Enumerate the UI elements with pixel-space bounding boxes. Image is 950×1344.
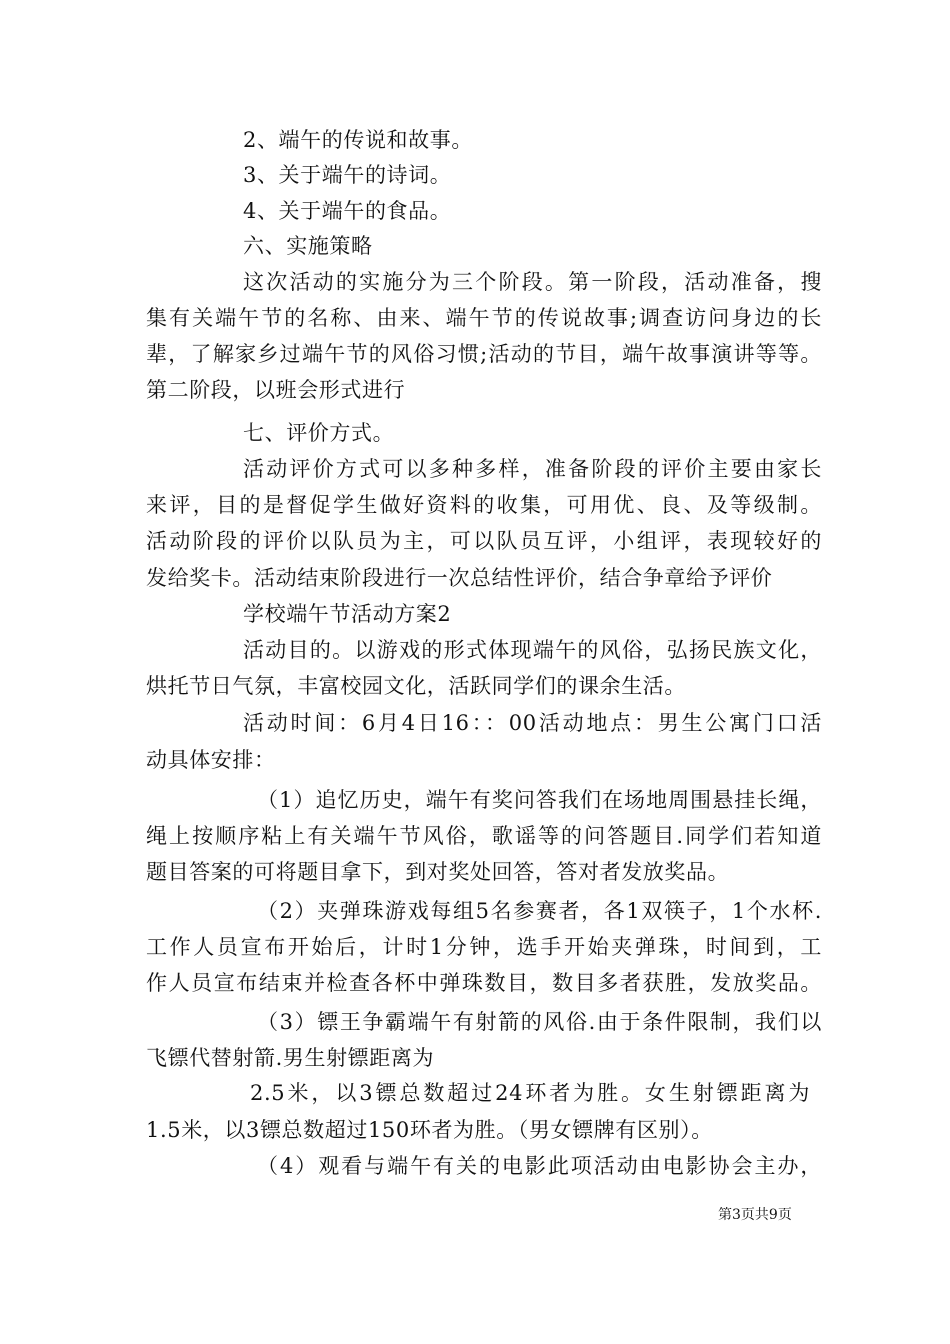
section-title: 学校端午节活动方案2 bbox=[243, 602, 452, 626]
paragraph-line: 来评，目的是督促学生做好资料的收集，可用优、良、及等级制。 bbox=[146, 493, 822, 517]
paragraph-line: 作人员宣布结束并检查各杯中弹珠数目，数目多者获胜，发放奖品。 bbox=[146, 971, 822, 995]
paragraph-line: 活动评价方式可以多种多样，准备阶段的评价主要由家长 bbox=[243, 457, 822, 481]
paragraph-line: 活动阶段的评价以队员为主，可以队员互评，小组评，表现较好的 bbox=[146, 529, 822, 553]
paragraph-line: 飞镖代替射箭.男生射镖距离为 bbox=[146, 1046, 435, 1070]
paragraph-line: （2）夹弹珠游戏每组5名参赛者，各1双筷子，1个水杯. bbox=[257, 899, 822, 923]
paragraph-line: 活动目的。以游戏的形式体现端午的风俗，弘扬民族文化， bbox=[243, 638, 822, 662]
paragraph-line: 烘托节日气氛，丰富校园文化，活跃同学们的课余生活。 bbox=[146, 674, 686, 698]
section-heading: 六、实施策略 bbox=[243, 234, 373, 258]
paragraph-line: 1.5米，以3镖总数超过150环者为胜。（男女镖牌有区别）。 bbox=[146, 1118, 713, 1142]
paragraph-line: 发给奖卡。活动结束阶段进行一次总结性评价，结合争章给予评价 bbox=[146, 566, 773, 590]
paragraph-line: 辈，了解家乡过端午节的风俗习惯;活动的节目，端午故事演讲等等。 bbox=[146, 342, 822, 366]
section-heading: 七、评价方式。 bbox=[243, 421, 395, 445]
paragraph-line: （4）观看与端午有关的电影此项活动由电影协会主办， bbox=[257, 1154, 822, 1178]
paragraph-line: 2、端午的传说和故事。 bbox=[243, 128, 473, 152]
paragraph-line: 3、关于端午的诗词。 bbox=[243, 163, 452, 187]
paragraph-line: （3）镖王争霸端午有射箭的风俗.由于条件限制，我们以 bbox=[257, 1010, 822, 1034]
paragraph-line: 动具体安排： bbox=[146, 748, 276, 772]
paragraph-line: 题目答案的可将题目拿下，到对奖处回答，答对者发放奖品。 bbox=[146, 860, 730, 884]
paragraph-line: 4、关于端午的食品。 bbox=[243, 199, 452, 223]
paragraph-line: 2.5米，以3镖总数超过24环者为胜。女生射镖距离为 bbox=[250, 1081, 810, 1105]
paragraph-line: 活动时间：6月4日16：：00活动地点：男生公寓门口活 bbox=[243, 711, 822, 735]
paragraph-line: 这次活动的实施分为三个阶段。第一阶段，活动准备，搜 bbox=[243, 270, 822, 294]
paragraph-line: 工作人员宣布开始后，计时1分钟，选手开始夹弹珠，时间到，工 bbox=[146, 935, 822, 959]
paragraph-line: 集有关端午节的名称、由来、端午节的传说故事;调查访问身边的长 bbox=[146, 306, 822, 330]
paragraph-line: 第二阶段，以班会形式进行 bbox=[146, 378, 406, 402]
paragraph-line: 绳上按顺序粘上有关端午节风俗，歌谣等的问答题目.同学们若知道 bbox=[146, 824, 822, 848]
page-number-footer: 第3页共9页 bbox=[718, 1207, 792, 1223]
paragraph-line: （1）追忆历史，端午有奖问答我们在场地周围悬挂长绳， bbox=[257, 788, 822, 812]
